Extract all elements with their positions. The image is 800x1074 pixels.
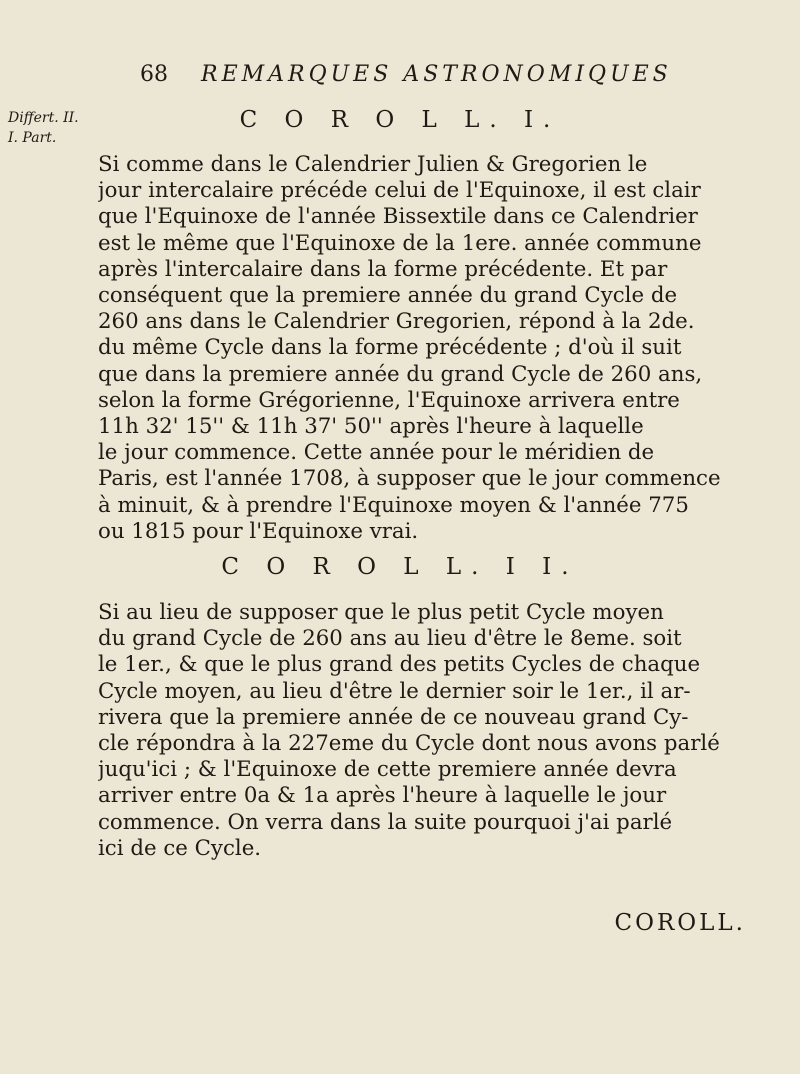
text-line: le jour commence. Cette année pour le méridien de — [98, 440, 655, 466]
text-line: que l'Equinoxe de l'année Bissextile dans ce Calendrier — [98, 204, 698, 230]
text-line: conséquent que la premiere année du grand Cycle de — [98, 283, 678, 309]
text-line: cle répondra à la 227eme du Cycle dont nous avons parlé — [98, 731, 720, 757]
text-line: Si au lieu de supposer que le plus petit Cycle moyen — [98, 600, 664, 625]
margin-note-line: Differt. II. — [8, 110, 79, 126]
text-line: 11h 32' 15'' & 11h 37' 50'' après l'heure à laquelle — [98, 414, 644, 440]
text-line: juqu'ici ; & l'Equinoxe de cette premiere année devra — [98, 757, 677, 783]
text-line: ici de ce Cycle. — [98, 835, 262, 861]
text-line: le 1er., & que le plus grand des petits Cycles de chaque — [98, 652, 701, 678]
text-line: Si comme dans le Calendrier Julien & Gregorien le — [98, 152, 648, 177]
text-line: du même Cycle dans la forme précédente ; d'où il suit — [98, 335, 682, 361]
corollary-2-heading: C O R O L L. I I. — [221, 554, 579, 580]
catchword: COROLL. — [614, 910, 746, 936]
page-number: 68 — [140, 62, 168, 87]
text-line: jour intercalaire précéde celui de l'Equinoxe, il est clair — [98, 178, 701, 204]
text-line: Cycle moyen, au lieu d'être le dernier soir le 1er., il ar- — [98, 678, 691, 704]
text-line: arriver entre 0a & 1a après l'heure à laquelle le jour — [98, 783, 667, 809]
text-line: rivera que la premiere année de ce nouveau grand Cy- — [98, 704, 689, 730]
text-line: ou 1815 pour l'Equinoxe vrai. — [98, 518, 419, 544]
text-line: que dans la premiere année du grand Cycle de 260 ans, — [98, 361, 703, 387]
corollary-1-heading: C O R O L L. I. — [239, 107, 561, 133]
text-line: à minuit, & à prendre l'Equinoxe moyen & l'année 775 — [98, 492, 689, 518]
text-line: 260 ans dans le Calendrier Gregorien, répond à la 2de. — [98, 309, 695, 335]
text-line: commence. On verra dans la suite pourquoi j'ai parlé — [98, 809, 673, 835]
text-line: du grand Cycle de 260 ans au lieu d'être le 8eme. soit — [98, 626, 682, 652]
corollary-1-text — [98, 152, 746, 545]
running-title: REMARQUES ASTRONOMIQUES — [201, 62, 672, 87]
text-line: est le même que l'Equinoxe de la 1ere. année commune — [98, 230, 702, 256]
margin-note-line: I. Part. — [8, 130, 57, 146]
text-line: après l'intercalaire dans la forme précédente. Et par — [98, 256, 668, 282]
running-head — [140, 62, 672, 87]
text-line: selon la forme Grégorienne, l'Equinoxe arrivera entre — [98, 387, 680, 413]
text-line: Paris, est l'année 1708, à supposer que le jour commence — [98, 466, 721, 492]
corollary-2-text — [98, 600, 746, 862]
